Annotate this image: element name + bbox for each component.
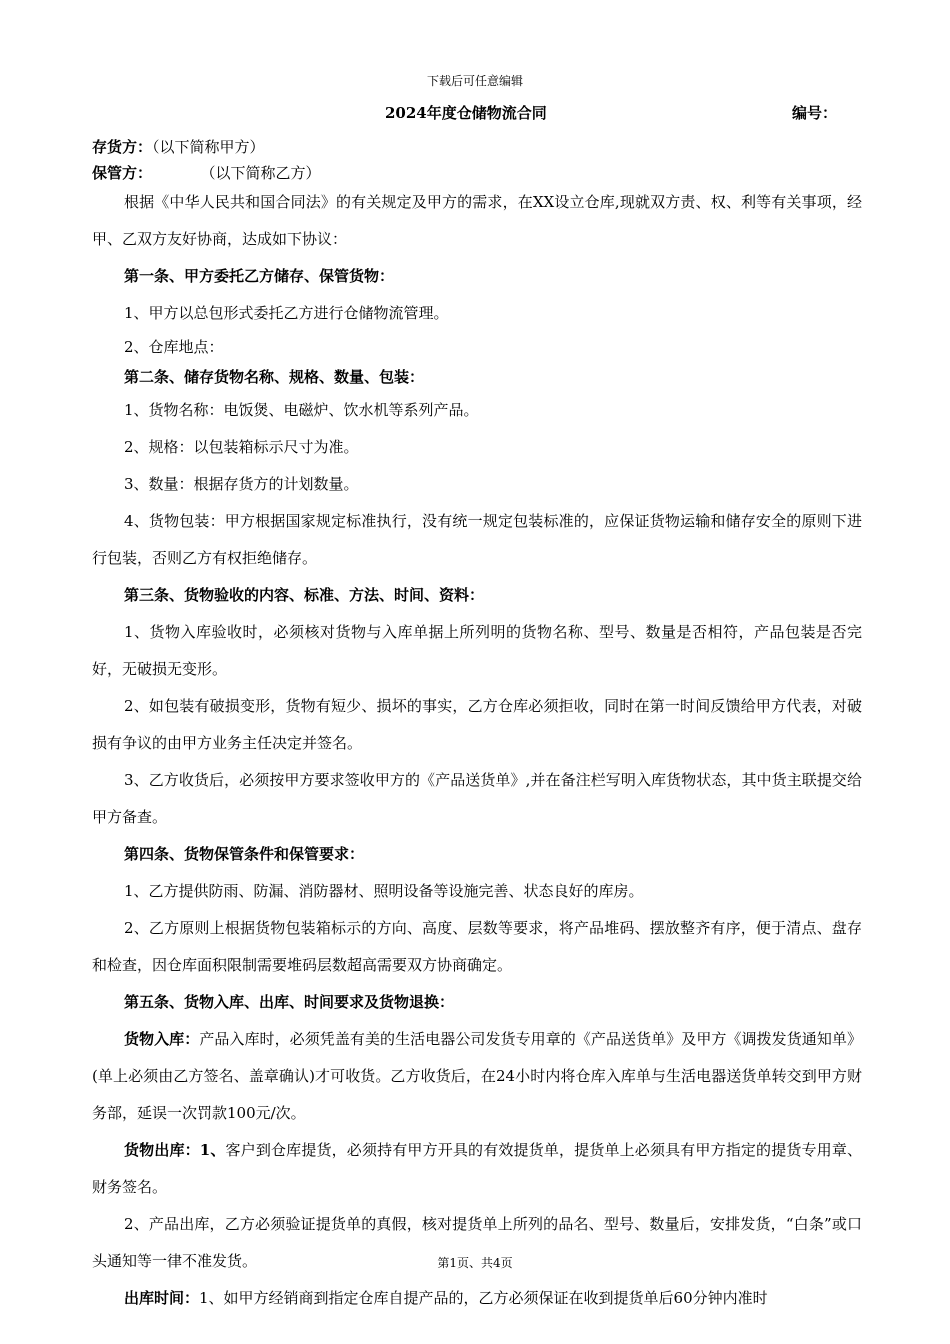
article-2-heading: 第二条、储存货物名称、规格、数量、包装：: [124, 368, 425, 386]
document-title: 2024年度仓储物流合同: [385, 104, 547, 122]
document-number-label: 编号：: [792, 104, 838, 122]
article-1-item-1: 1、甲方以总包形式委托乙方进行仓储物流管理。: [124, 304, 449, 322]
outbound-time-paragraph: [92, 1280, 862, 1317]
title-row: [0, 102, 950, 124]
article-3-item-3: 3、乙方收货后，必须按甲方要求签收甲方的《产品送货单》,并在备注栏写明入库货物状态，其中货主联提交给甲方备查。: [92, 771, 862, 826]
article-2-item-1: 1、货物名称：电饭煲、电磁炉、饮水机等系列产品。: [124, 401, 479, 419]
outbound-paragraph: [92, 1132, 862, 1206]
inbound-label: 货物入库：: [124, 1030, 200, 1048]
article-2-item-4: 4、货物包装：甲方根据国家规定标准执行，没有统一规定包装标准的，应保证货物运输和储存安全的原则下进行包装，否则乙方有权拒绝储存。: [92, 512, 862, 567]
article-3-item-2: 2、如包装有破损变形，货物有短少、损坏的事实，乙方仓库必须拒收，同时在第一时间反馈给甲方代表，对破损有争议的由甲方业务主任决定并签名。: [92, 697, 862, 752]
article-4-item-1: 1、乙方提供防雨、防漏、消防器材、照明设备等设施完善、状态良好的库房。: [124, 882, 644, 900]
article-3-heading: 第三条、货物验收的内容、标准、方法、时间、资料：: [124, 586, 485, 604]
article-2-item-3: 3、数量：根据存货方的计划数量。: [124, 475, 359, 493]
depositor-label: 存货方：: [92, 138, 153, 156]
page-footer: 第1页、共4页: [437, 1256, 513, 1270]
article-4-item-2: 2、乙方原则上根据货物包装箱标示的方向、高度、层数等要求，将产品堆码、摆放整齐有序，便于清点、盘存和检查，因仓库面积限制需要堆码层数超高需要双方协商确定。: [92, 919, 862, 974]
article-1-heading: 第一条、甲方委托乙方储存、保管货物：: [124, 267, 395, 285]
keeper-label: 保管方：: [92, 164, 153, 182]
outbound-time-label: 出库时间：: [124, 1289, 200, 1307]
keeper-line: [92, 162, 321, 183]
article-2-item-2: 2、规格：以包装箱标示尺寸为准。: [124, 438, 359, 456]
intro-paragraph: 根据《中华人民共和国合同法》的有关规定及甲方的需求，在XX设立仓库,现就双方责、权、利等有关事项，经甲、乙双方友好协商，达成如下协议：: [92, 193, 862, 248]
depositor-line: [92, 136, 265, 157]
article-3-item-1: 1、货物入库验收时，必须核对货物与入库单据上所列明的货物名称、型号、数量是否相符，产品包装是否完好，无破损无变形。: [92, 623, 862, 678]
outbound-time-text: 1、如甲方经销商到指定仓库自提产品的，乙方必须保证在收到提货单后60分钟内准时: [199, 1289, 768, 1307]
article-1-item-2: 2、仓库地点：: [124, 338, 224, 356]
header-note: 下载后可任意编辑: [426, 74, 523, 88]
inbound-text: 产品入库时，必须凭盖有美的生活电器公司发货专用章的《产品送货单》及甲方《调拨发货通知单》(单上必须由乙方签名、盖章确认)才可收货。乙方收货后，在24小时内将仓库入库单与生活电器送货单转交到甲方财务部，延误一次罚款100元/次。: [92, 1030, 862, 1122]
article-4-heading: 第四条、货物保管条件和保管要求：: [124, 845, 365, 863]
keeper-note: （以下简称乙方）: [208, 164, 321, 182]
contract-body: [92, 184, 862, 1317]
outbound-label: 货物出库：1、: [124, 1141, 226, 1159]
outbound-text: 客户到仓库提货，必须持有甲方开具的有效提货单，提货单上必须具有甲方指定的提货专用章、财务签名。: [92, 1141, 862, 1196]
outbound-item-2: 2、产品出库，乙方必须验证提货单的真假，核对提货单上所列的品名、型号、数量后，安排发货，“白条”或口头通知等一律不准发货。: [92, 1215, 862, 1270]
inbound-paragraph: [92, 1021, 862, 1132]
depositor-note: （以下简称甲方）: [152, 138, 265, 156]
article-5-heading: 第五条、货物入库、出库、时间要求及货物退换：: [124, 993, 455, 1011]
